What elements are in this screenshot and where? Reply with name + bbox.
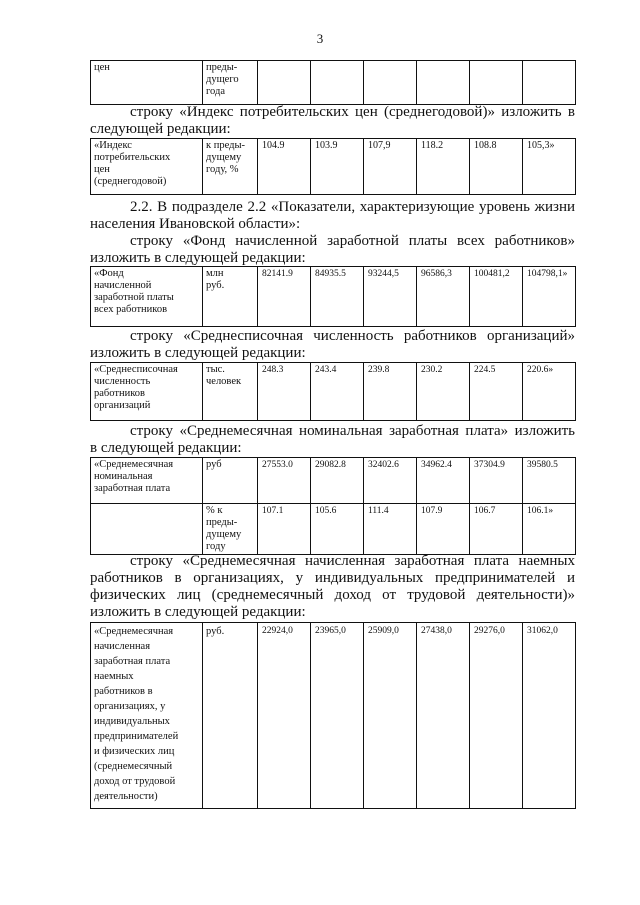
page-number: 3	[316, 31, 324, 46]
table-row	[91, 139, 576, 195]
value-cell: 103.9	[311, 139, 364, 195]
text-line: строку «Среднемесячная начисленная заработная плата наемных	[130, 553, 575, 569]
text-line: 2.2. В подразделе 2.2 «Показатели, характеризующие уровень жизни	[130, 199, 575, 215]
unit-cell: к преды- дущему году, %	[203, 139, 258, 195]
value-cell: 243.4	[311, 363, 364, 421]
value-cell: 220.6»	[523, 363, 576, 421]
unit-cell: преды- дущего года	[203, 61, 258, 105]
indicator-cell	[91, 504, 203, 555]
paragraph-accrued-wage	[90, 553, 575, 621]
value-cell: 37304.9	[470, 458, 523, 504]
value-cell: 31062,0	[523, 623, 576, 809]
table-average-headcount	[90, 362, 576, 421]
value-cell: 100481,2	[470, 267, 523, 327]
value-cell: 239.8	[364, 363, 417, 421]
table-row	[91, 61, 576, 105]
table-row	[91, 623, 576, 809]
table-accrued-wage	[90, 622, 576, 809]
value-cell: 23965,0	[311, 623, 364, 809]
text-line: изложить в следующей редакции:	[90, 345, 306, 361]
value-cell: 104798,1»	[523, 267, 576, 327]
table-row	[91, 458, 576, 504]
table-row	[91, 267, 576, 327]
value-cell	[364, 61, 417, 105]
value-cell: 230.2	[417, 363, 470, 421]
value-cell: 84935.5	[311, 267, 364, 327]
table-row	[91, 504, 576, 555]
value-cell	[523, 61, 576, 105]
value-cell: 82141.9	[258, 267, 311, 327]
paragraph-cpi	[90, 104, 575, 138]
value-cell: 248.3	[258, 363, 311, 421]
unit-cell: млн руб.	[203, 267, 258, 327]
indicator-cell: «Среднемесячная номинальная заработная плата	[91, 458, 203, 504]
table-price-index-continuation	[90, 60, 576, 105]
value-cell: 224.5	[470, 363, 523, 421]
text-line: изложить в следующей редакции:	[90, 250, 306, 266]
value-cell: 22924,0	[258, 623, 311, 809]
value-cell	[258, 61, 311, 105]
value-cell: 108.8	[470, 139, 523, 195]
text-line: строку «Среднесписочная численность работников организаций»	[130, 328, 575, 344]
value-cell: 29082.8	[311, 458, 364, 504]
indicator-cell: «Фонд начисленной заработной платы всех работников	[91, 267, 203, 327]
value-cell: 118.2	[417, 139, 470, 195]
value-cell: 96586,3	[417, 267, 470, 327]
value-cell: 27553.0	[258, 458, 311, 504]
value-cell	[417, 61, 470, 105]
table-nominal-wage	[90, 457, 576, 555]
value-cell: 27438,0	[417, 623, 470, 809]
value-cell: 106.7	[470, 504, 523, 555]
text-line: изложить в следующей редакции:	[90, 604, 306, 620]
value-cell: 39580.5	[523, 458, 576, 504]
value-cell: 107,9	[364, 139, 417, 195]
unit-cell: тыс. человек	[203, 363, 258, 421]
value-cell: 106.1»	[523, 504, 576, 555]
indicator-cell: «Индекс потребительских цен (среднегодовой)	[91, 139, 203, 195]
text-line: работников в организациях, у индивидуальных предпринимателей и	[90, 570, 575, 586]
value-cell: 111.4	[364, 504, 417, 555]
value-cell: 104.9	[258, 139, 311, 195]
table-consumer-price-index	[90, 138, 576, 195]
value-cell: 29276,0	[470, 623, 523, 809]
value-cell: 105,3»	[523, 139, 576, 195]
paragraph-headcount	[90, 328, 575, 362]
text-line: строку «Среднемесячная номинальная заработная плата» изложить	[130, 423, 575, 439]
value-cell: 34962.4	[417, 458, 470, 504]
value-cell: 107.1	[258, 504, 311, 555]
value-cell	[311, 61, 364, 105]
value-cell: 25909,0	[364, 623, 417, 809]
table-row	[91, 363, 576, 421]
text-line: населения Ивановской области»:	[90, 216, 301, 232]
value-cell: 105.6	[311, 504, 364, 555]
value-cell: 32402.6	[364, 458, 417, 504]
table-wage-fund	[90, 266, 576, 327]
indicator-cell: «Среднесписочная численность работников организаций	[91, 363, 203, 421]
unit-cell: руб.	[203, 623, 258, 809]
text-line: следующей редакции:	[90, 121, 231, 137]
value-cell: 107.9	[417, 504, 470, 555]
text-line: строку «Фонд начисленной заработной платы всех работников»	[130, 233, 575, 249]
paragraph-section-2-2	[90, 199, 575, 267]
indicator-cell: цен	[91, 61, 203, 105]
text-line: физических лиц (среднемесячный доход от трудовой деятельности)»	[90, 587, 575, 603]
paragraph-nominal-wage	[90, 423, 575, 457]
unit-cell: руб	[203, 458, 258, 504]
indicator-cell: «Среднемесячная начисленная заработная плата наемных работников в организациях, у индивидуальных предпринимателей и физических лиц (среднемесячный доход от трудовой деятельности)	[91, 623, 203, 809]
value-cell	[470, 61, 523, 105]
text-line: в следующей редакции:	[90, 440, 242, 456]
text-line: строку «Индекс потребительских цен (среднегодовой)» изложить в	[130, 104, 575, 120]
value-cell: 93244,5	[364, 267, 417, 327]
unit-cell: % к преды- дущему году	[203, 504, 258, 555]
